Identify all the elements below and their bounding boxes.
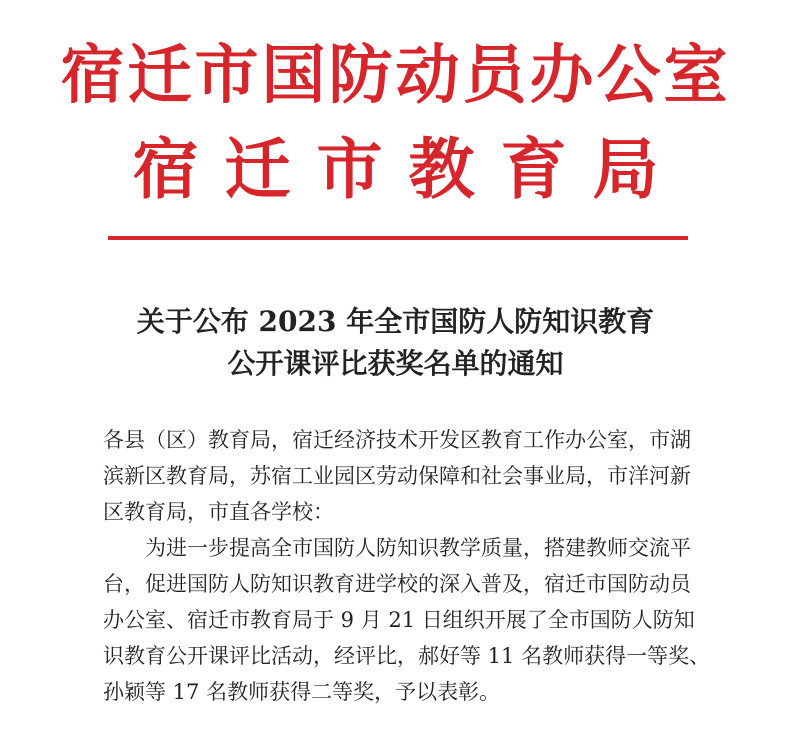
document-body <box>103 422 711 710</box>
issuer-name-2: 宿迁市教育局 <box>132 130 685 208</box>
paragraph-line-5: 孙颖等 17 名教师获得二等奖，予以表彰。 <box>103 680 501 704</box>
paragraph-line-2: 台，促进国防人防知识教育进学校的深入普及，宿迁市国防动员 <box>103 572 691 596</box>
red-divider <box>108 236 688 240</box>
document-title-line-2: 公开课评比获奖名单的通知 <box>227 347 564 380</box>
salutation-line-3: 区教育局，市直各学校： <box>103 500 334 524</box>
issuer-name-1: 宿迁市国防动员办公室 <box>60 38 731 113</box>
paragraph-line-4: 识教育公开课评比活动，经评比，郝好等 11 名教师获得一等奖、 <box>103 644 711 668</box>
paragraph-line-1: 为进一步提高全市国防人防知识教学质量，搭建教师交流平 <box>145 536 691 560</box>
salutation-line-1: 各县（区）教育局，宿迁经济技术开发区教育工作办公室，市湖 <box>103 428 691 452</box>
paragraph-line-3: 办公室、宿迁市教育局于 9 月 21 日组织开展了全市国防人防知 <box>103 608 695 632</box>
document-title-line-1: 关于公布 2023 年全市国防人防知识教育 <box>136 305 655 338</box>
salutation-line-2: 滨新区教育局，苏宿工业园区劳动保障和社会事业局，市洋河新 <box>103 464 691 488</box>
